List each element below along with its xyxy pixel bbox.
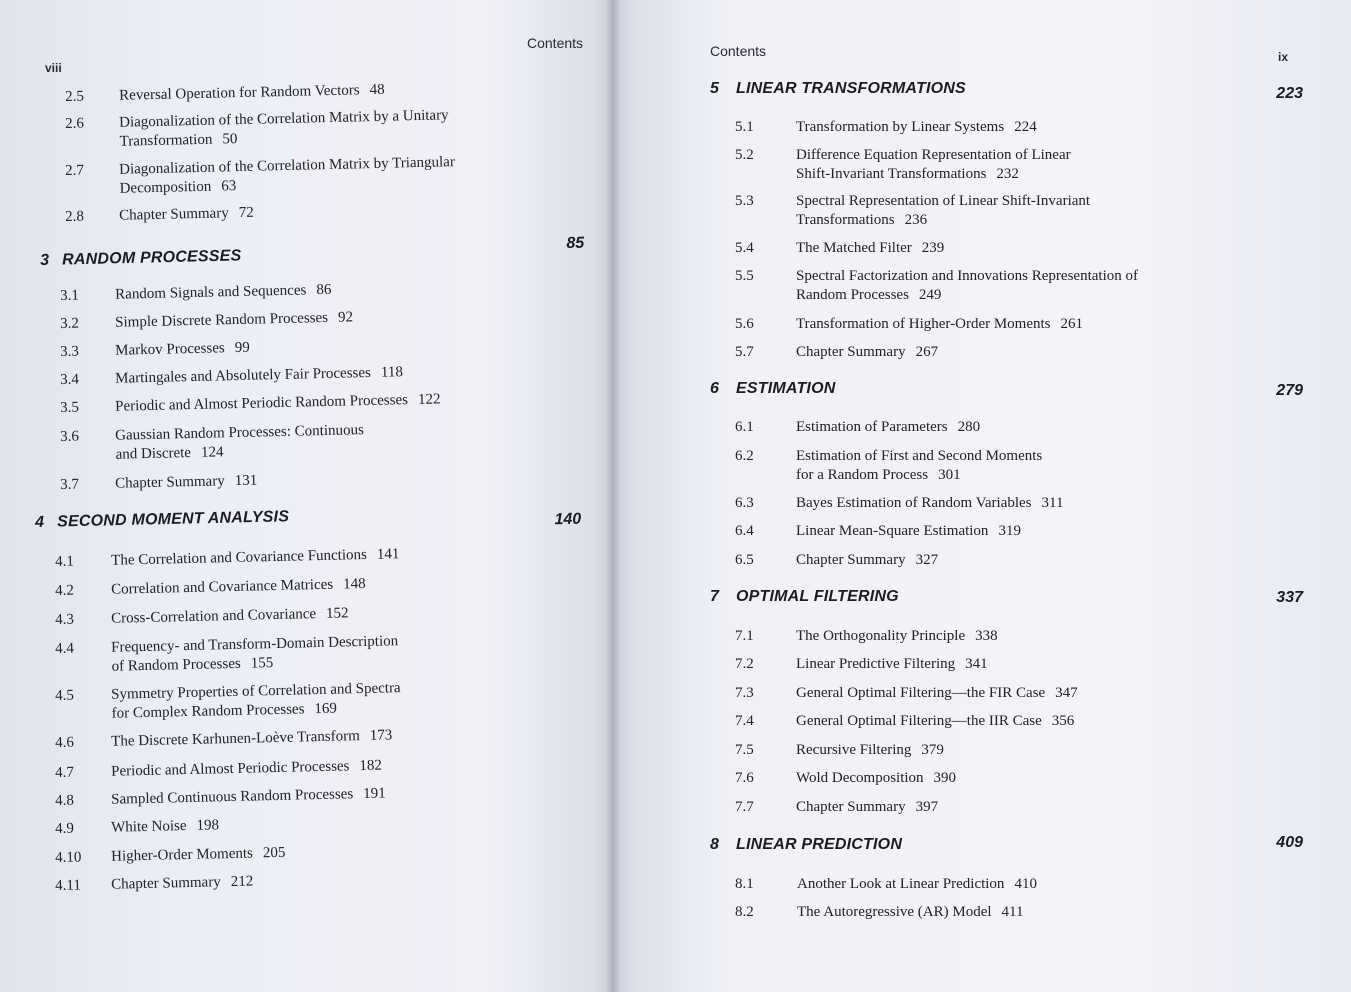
section-title (111, 873, 253, 895)
section-page-number: 411 (1001, 904, 1024, 920)
section-title-line: Wold Decomposition (796, 770, 924, 786)
section-title-last-line (119, 81, 385, 106)
toc-entry (55, 751, 612, 783)
section-page-number: 356 (1051, 713, 1075, 729)
section-page-number: 141 (376, 546, 400, 563)
section-title-last-line (796, 343, 938, 362)
section-number: 5.1 (735, 119, 754, 135)
section-title-line: Bayes Estimation of Random Variables (796, 495, 1032, 511)
toc-entry (55, 721, 612, 753)
toc-entry (55, 627, 612, 678)
section-title-last-line (796, 684, 1078, 703)
section-page-number: 169 (314, 700, 338, 718)
section-number: 7.4 (735, 713, 754, 729)
section-page-number: 72 (238, 204, 254, 222)
toc-entry (65, 195, 612, 227)
section-title (115, 308, 353, 332)
section-number: 4.4 (55, 640, 75, 657)
section-title-line: The Autoregressive (AR) Model (797, 904, 992, 920)
toc-entry (735, 267, 1295, 305)
section-title-line: Spectral Representation of Linear Shift-Invariant (796, 193, 1091, 209)
section-title-line: Decomposition (119, 178, 212, 197)
section-page-number: 280 (957, 419, 981, 435)
section-title-line: for Complex Random Processes (111, 701, 305, 722)
section-page-number: 212 (230, 873, 254, 891)
section-page-number: 198 (196, 817, 220, 834)
section-number: 7.3 (735, 685, 754, 701)
toc-entry (55, 569, 612, 601)
section-title (796, 551, 938, 570)
section-number: 2.5 (65, 88, 85, 105)
section-number: 6.2 (735, 448, 754, 464)
section-page-number: 50 (222, 131, 238, 148)
section-title-last-line (797, 903, 1024, 922)
section-title-last-line (796, 627, 998, 646)
section-title-last-line (115, 339, 250, 361)
section-title (796, 343, 938, 362)
section-title-line: The Orthogonality Principle (796, 628, 966, 644)
chapter-number: 7 (710, 588, 720, 605)
section-title-last-line (115, 308, 353, 332)
section-number: 4.11 (55, 877, 82, 894)
section-number: 5.2 (735, 147, 754, 163)
section-title-last-line (111, 816, 219, 837)
section-number: 2.6 (65, 115, 85, 132)
section-title-line: Estimation of Parameters (796, 419, 948, 435)
section-title-line: Periodic and Almost Periodic Processes (111, 758, 350, 780)
section-title (119, 153, 456, 199)
section-title-line: Frequency- and Transform-Domain Description (111, 633, 399, 656)
section-title-line: Estimation of First and Second Moments (796, 448, 1043, 464)
section-number: 4.1 (55, 553, 75, 570)
section-title-line: Chapter Summary (119, 205, 229, 224)
chapter-page-number: 337 (1276, 589, 1303, 606)
section-page-number: 236 (904, 212, 928, 228)
toc-entry (60, 463, 612, 495)
chapter-title: RANDOM PROCESSES (61, 247, 242, 269)
section-page-number: 205 (262, 844, 286, 862)
section-title-last-line (796, 315, 1083, 334)
section-title-line: Chapter Summary (796, 552, 906, 568)
toc-entry (65, 149, 612, 200)
section-title-last-line (796, 239, 944, 258)
section-title-line: White Noise (111, 818, 187, 836)
toc-entry (60, 358, 612, 390)
section-page-number: 86 (316, 281, 332, 299)
toc-entry (65, 102, 612, 153)
toc-entry (60, 415, 612, 466)
section-title-line: The Correlation and Covariance Functions (111, 546, 368, 569)
section-title-line: Spectral Factorization and Innovations Representation of (796, 268, 1138, 284)
section-title-last-line (796, 798, 938, 817)
section-title (796, 239, 944, 258)
section-title-line: Chapter Summary (796, 799, 906, 815)
section-title-line: Diagonalization of the Correlation Matrix by a Unitary (119, 107, 449, 131)
section-page-number: 124 (200, 444, 224, 461)
toc-entry (735, 118, 1295, 137)
toc-entry (55, 779, 612, 811)
section-title-last-line (111, 844, 286, 867)
section-title-line: General Optimal Filtering—the FIR Case (796, 685, 1046, 701)
section-number: 2.7 (65, 162, 85, 179)
section-title-last-line (796, 118, 1037, 137)
section-number: 4.8 (55, 792, 75, 809)
toc-entry (60, 330, 612, 362)
section-page-number: 347 (1055, 685, 1078, 701)
section-title-last-line (119, 204, 254, 226)
section-title-last-line (111, 873, 253, 895)
section-title (796, 655, 988, 674)
toc-entry (55, 864, 612, 896)
section-page-number: 261 (1060, 316, 1084, 332)
section-page-number: 239 (921, 240, 945, 256)
section-title (111, 545, 400, 571)
toc-entry (735, 343, 1295, 362)
section-title (111, 679, 401, 724)
section-title-line: Diagonalization of the Correlation Matrix by Triangular (119, 154, 456, 178)
section-number: 5.6 (735, 316, 754, 332)
section-number: 3.5 (60, 399, 80, 416)
page-number: viii (45, 61, 62, 75)
section-title (796, 769, 956, 788)
section-title (796, 267, 1138, 305)
section-title (111, 785, 386, 810)
chapter-heading (40, 247, 242, 270)
section-title-line: Transformation by Linear Systems (796, 119, 1005, 135)
section-page-number: 390 (933, 770, 957, 786)
section-title-line: Transformations (796, 212, 895, 228)
section-number: 7.6 (735, 770, 754, 786)
section-page-number: 182 (359, 757, 383, 775)
left-page (0, 0, 612, 992)
section-title-line: Random Processes (796, 287, 909, 303)
section-title (796, 447, 1042, 485)
toc-entry (55, 807, 612, 839)
section-title-line: Recursive Filtering (796, 742, 912, 758)
section-title (796, 192, 1090, 230)
section-title-last-line (111, 757, 382, 782)
section-number: 4.5 (55, 687, 75, 704)
section-title (119, 204, 254, 226)
section-title (115, 339, 250, 361)
section-page-number: 155 (250, 655, 274, 672)
section-page-number: 301 (938, 467, 961, 483)
section-title-line: Markov Processes (115, 340, 225, 359)
toc-entry (735, 551, 1295, 570)
section-page-number: 232 (996, 166, 1019, 182)
section-title-last-line (796, 712, 1074, 731)
section-title-line: Simple Discrete Random Processes (115, 309, 329, 331)
toc-entry (735, 903, 1295, 922)
section-number: 7.7 (735, 799, 754, 815)
toc-entry (735, 627, 1295, 646)
chapter-page-number: 279 (1276, 382, 1303, 399)
section-title-last-line (115, 281, 332, 305)
section-title-line: General Optimal Filtering—the IIR Case (796, 713, 1042, 729)
chapter-title: ESTIMATION (736, 380, 836, 397)
toc-entry (735, 798, 1295, 817)
section-page-number: 191 (363, 785, 386, 803)
toc-entry (65, 75, 612, 107)
section-page-number: 92 (337, 309, 354, 326)
section-title-line: Cross-Correlation and Covariance (111, 606, 317, 627)
section-page-number: 267 (915, 344, 939, 360)
section-number: 3.4 (60, 371, 80, 388)
section-number: 7.5 (735, 742, 754, 758)
section-number: 2.8 (65, 208, 85, 225)
section-page-number: 148 (342, 575, 366, 593)
section-title-line: Chapter Summary (115, 473, 225, 492)
section-title-line: and Discrete (115, 445, 192, 463)
section-title (119, 81, 385, 106)
chapter-heading (710, 380, 835, 398)
section-number: 3.6 (60, 428, 80, 445)
section-page-number: 224 (1014, 119, 1037, 135)
section-page-number: 99 (234, 339, 250, 357)
section-number: 6.1 (735, 419, 754, 435)
section-title-line: Transformation (119, 131, 213, 150)
section-number: 6.5 (735, 552, 754, 568)
section-title (111, 844, 286, 867)
section-number: 5.5 (735, 268, 754, 284)
section-number: 4.3 (55, 611, 75, 628)
section-title (796, 798, 938, 817)
section-title-last-line (796, 286, 1138, 305)
chapter-heading (710, 588, 899, 606)
section-title-last-line (796, 769, 956, 788)
section-page-number: 48 (369, 81, 385, 99)
section-title-line: of Random Processes (111, 655, 241, 675)
toc-entry (735, 146, 1295, 184)
section-number: 6.4 (735, 523, 754, 539)
section-title-line: Another Look at Linear Prediction (797, 876, 1005, 892)
section-title-line: Reversal Operation for Random Vectors (119, 82, 360, 104)
section-title-line: The Discrete Karhunen-Loève Transform (111, 728, 360, 750)
toc-entry (735, 494, 1295, 513)
section-title-line: Linear Predictive Filtering (796, 656, 956, 672)
section-title-last-line (111, 726, 393, 751)
section-number: 3.2 (60, 315, 80, 332)
section-title-line: Transformation of Higher-Order Moments (796, 316, 1051, 332)
section-title-line: Sampled Continuous Random Processes (111, 786, 354, 808)
toc-entry (735, 875, 1295, 894)
section-page-number: 338 (975, 628, 998, 644)
section-number: 7.2 (735, 656, 754, 672)
chapter-number: 6 (710, 380, 720, 397)
section-number: 4.9 (55, 820, 75, 837)
section-title (111, 575, 366, 600)
section-page-number: 410 (1014, 876, 1037, 892)
section-title-line: Chapter Summary (796, 344, 906, 360)
toc-entry (735, 684, 1295, 703)
section-title (115, 390, 441, 416)
section-title-last-line (796, 466, 1042, 485)
section-page-number: 118 (380, 364, 404, 381)
section-title-last-line (115, 472, 257, 494)
book-gutter (606, 0, 620, 992)
toc-entry (735, 769, 1295, 788)
section-title-last-line (796, 741, 944, 760)
toc-entry (735, 315, 1295, 334)
section-title-last-line (796, 494, 1063, 513)
chapter-title: OPTIMAL FILTERING (736, 588, 899, 605)
section-title-line: Difference Equation Representation of Linear (796, 147, 1071, 163)
chapter-heading (710, 836, 902, 854)
section-page-number: 63 (221, 178, 237, 195)
section-title-last-line (111, 575, 366, 600)
section-title-line: Martingales and Absolutely Fair Processes (115, 364, 372, 387)
section-page-number: 249 (918, 287, 942, 303)
section-title (111, 757, 382, 782)
section-page-number: 379 (921, 742, 944, 758)
section-title (797, 903, 1024, 922)
section-page-number: 122 (417, 391, 441, 408)
section-number: 5.7 (735, 344, 754, 360)
section-title (796, 627, 998, 646)
chapter-title: LINEAR TRANSFORMATIONS (736, 80, 966, 97)
section-number: 7.1 (735, 628, 754, 644)
chapter-number: 4 (35, 513, 45, 531)
chapter-page-number: 223 (1276, 85, 1303, 102)
section-title (119, 106, 449, 151)
section-page-number: 341 (965, 656, 988, 672)
section-number: 3.1 (60, 287, 80, 304)
toc-entry (60, 302, 612, 334)
section-title-line: Random Signals and Sequences (115, 282, 307, 303)
section-number: 4.2 (55, 582, 75, 599)
running-head: Contents (527, 35, 584, 51)
right-page (612, 0, 1351, 992)
section-title (111, 604, 349, 628)
section-title-last-line (797, 875, 1037, 894)
section-number: 4.10 (55, 849, 82, 866)
toc-entry (735, 447, 1295, 485)
section-number: 8.1 (735, 876, 754, 892)
section-title-line: Higher-Order Moments (111, 845, 254, 865)
toc-entry (735, 522, 1295, 541)
section-page-number: 152 (325, 605, 349, 622)
section-title-line: The Matched Filter (796, 240, 912, 256)
section-title-line: Correlation and Covariance Matrices (111, 576, 334, 598)
toc-entry (735, 418, 1295, 437)
section-title (796, 522, 1021, 541)
section-title-last-line (796, 165, 1071, 184)
section-title (796, 494, 1063, 513)
section-title-last-line (115, 390, 441, 416)
section-title-last-line (796, 655, 988, 674)
toc-entry (55, 674, 612, 725)
section-title (796, 118, 1037, 137)
section-number: 4.6 (55, 734, 75, 751)
chapter-title: LINEAR PREDICTION (736, 836, 903, 853)
section-title (111, 726, 393, 751)
toc-entry (735, 712, 1295, 731)
toc-entry (55, 598, 612, 630)
section-title (796, 684, 1078, 703)
section-title (796, 712, 1074, 731)
section-page-number: 173 (369, 727, 393, 744)
chapter-number: 5 (710, 80, 720, 97)
section-title (797, 875, 1037, 894)
section-title-last-line (796, 522, 1021, 541)
section-number: 5.4 (735, 240, 754, 256)
section-title-line: Symmetry Properties of Correlation and Spectra (111, 680, 401, 703)
section-title-line: Periodic and Almost Periodic Random Processes (115, 392, 409, 415)
section-title-last-line (111, 604, 349, 628)
section-page-number: 319 (998, 523, 1021, 539)
section-title-last-line (115, 363, 403, 389)
section-title-line: for a Random Process (796, 467, 929, 483)
section-title-last-line (111, 785, 386, 810)
chapter-heading (35, 508, 289, 532)
chapter-number: 8 (710, 836, 720, 853)
section-title-last-line (796, 551, 938, 570)
section-number: 3.3 (60, 343, 80, 360)
section-title (111, 632, 399, 677)
chapter-number: 3 (40, 251, 50, 269)
chapter-heading (710, 80, 966, 98)
section-page-number: 311 (1041, 495, 1064, 511)
toc-entry (735, 239, 1295, 258)
section-title-line: Chapter Summary (111, 874, 221, 893)
section-title (115, 363, 403, 389)
running-head: Contents (710, 43, 767, 59)
toc-entry (735, 192, 1295, 230)
section-title (115, 472, 257, 494)
toc-entry (60, 386, 612, 418)
chapter-page-number: 140 (554, 510, 582, 529)
toc-entry (735, 655, 1295, 674)
section-number: 5.3 (735, 193, 754, 209)
section-number: 3.7 (60, 476, 80, 493)
chapter-page-number: 85 (566, 234, 585, 253)
section-title (115, 421, 365, 465)
section-page-number: 397 (915, 799, 939, 815)
section-title-line: Linear Mean-Square Estimation (796, 523, 989, 539)
section-number: 6.3 (735, 495, 754, 511)
toc-entry (55, 540, 612, 572)
section-title (111, 816, 219, 837)
chapter-page-number: 409 (1276, 834, 1303, 851)
section-title-line: Shift-Invariant Transformations (796, 166, 987, 182)
section-title-last-line (796, 211, 1090, 230)
section-title (115, 281, 332, 305)
section-number: 8.2 (735, 904, 754, 920)
section-title (796, 315, 1083, 334)
section-title (796, 741, 944, 760)
section-title-last-line (111, 545, 400, 571)
section-title-line: Gaussian Random Processes: Continuous (115, 422, 365, 444)
toc-entry (60, 274, 612, 306)
section-page-number: 327 (915, 552, 939, 568)
section-title-last-line (796, 418, 980, 437)
toc-entry (735, 741, 1295, 760)
chapter-title: SECOND MOMENT ANALYSIS (56, 508, 290, 531)
section-title (796, 146, 1071, 184)
section-title (796, 418, 980, 437)
page-number: ix (1278, 50, 1289, 64)
toc-entry (55, 836, 612, 868)
section-number: 4.7 (55, 764, 75, 781)
section-page-number: 131 (234, 472, 258, 490)
